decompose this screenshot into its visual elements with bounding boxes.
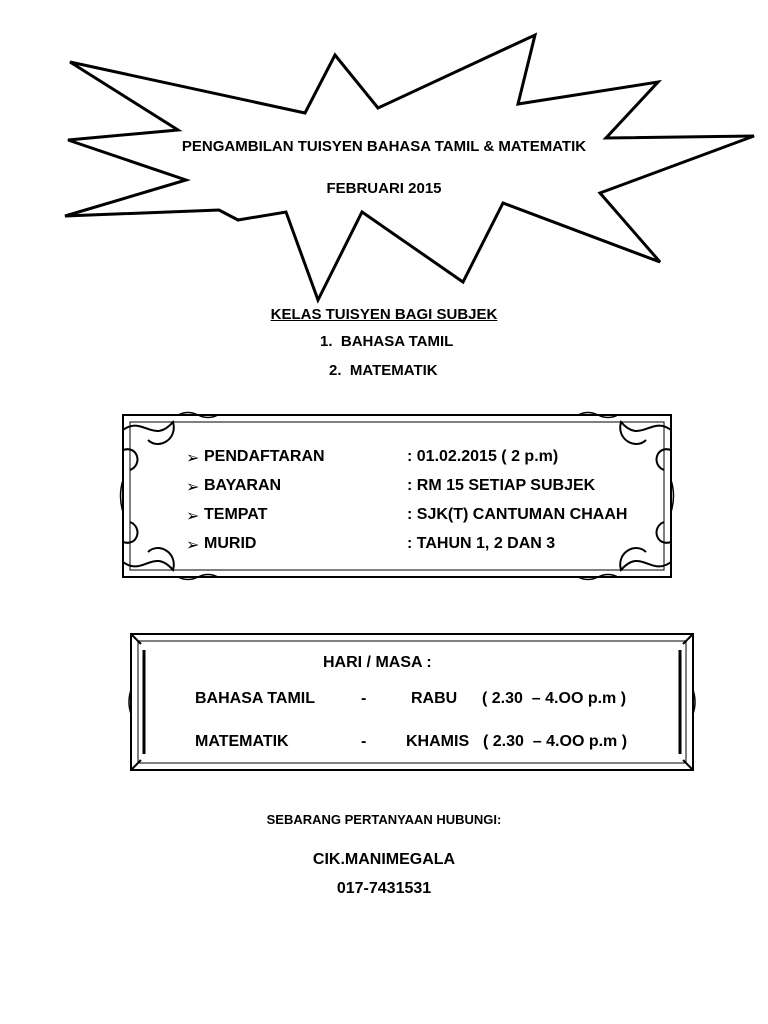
info-row	[186, 477, 666, 499]
schedule-subject: BAHASA TAMIL	[195, 690, 315, 707]
banner-title: PENGAMBILAN TUISYEN BAHASA TAMIL & MATEMATIK	[181, 138, 587, 155]
schedule-day: RABU	[411, 690, 458, 707]
contact-name: CIK.MANIMEGALA	[312, 851, 456, 868]
arrow-bullet-icon: ➢	[186, 508, 200, 525]
subject-name: MATEMATIK	[349, 362, 438, 379]
starburst-shape	[65, 35, 754, 300]
info-value: : RM 15 SETIAP SUBJEK	[407, 477, 596, 494]
arrow-bullet-icon: ➢	[186, 450, 200, 467]
schedule-dash: -	[361, 733, 367, 750]
info-value: : 01.02.2015 ( 2 p.m)	[407, 448, 559, 465]
contact-question: SEBARANG PERTANYAAN HUBUNGI:	[266, 812, 502, 827]
info-label: MURID	[204, 535, 257, 552]
subject-num: 1.	[320, 333, 333, 350]
subject-name: BAHASA TAMIL	[340, 333, 454, 350]
info-value: : TAHUN 1, 2 DAN 3	[407, 535, 556, 552]
schedule-heading: HARI / MASA :	[323, 654, 432, 671]
subject-num: 2.	[329, 362, 342, 379]
banner-date: FEBRUARI 2015	[326, 180, 442, 197]
info-row	[186, 506, 666, 528]
schedule-time: ( 2.30 – 4.OO p.m )	[482, 690, 627, 707]
info-row	[186, 535, 666, 557]
subjects-heading	[0, 306, 768, 323]
info-label: TEMPAT	[204, 506, 268, 523]
schedule-time: ( 2.30 – 4.OO p.m )	[483, 733, 628, 750]
starburst-banner	[0, 0, 768, 310]
info-value: : SJK(T) CANTUMAN CHAAH	[407, 506, 628, 523]
info-label: BAYARAN	[204, 477, 282, 494]
subjects-heading-text: KELAS TUISYEN BAGI SUBJEK	[270, 306, 498, 323]
subject-item-1	[320, 333, 453, 350]
info-row	[186, 448, 666, 470]
arrow-bullet-icon: ➢	[186, 479, 200, 496]
schedule-dash: -	[361, 690, 367, 707]
contact-phone: 017-7431531	[336, 880, 432, 897]
info-label: PENDAFTARAN	[204, 448, 325, 465]
subject-item-2	[329, 362, 438, 379]
schedule-day: KHAMIS	[406, 733, 470, 750]
arrow-bullet-icon: ➢	[186, 537, 200, 554]
schedule-subject: MATEMATIK	[195, 733, 289, 750]
